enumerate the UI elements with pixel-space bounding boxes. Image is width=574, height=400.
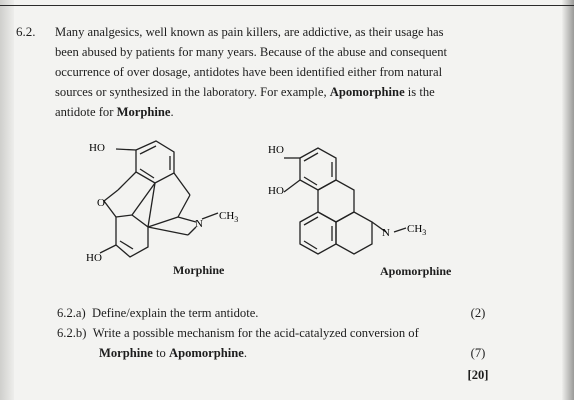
question-paragraph: [55, 22, 450, 122]
apomorphine-term: Apomorphine: [329, 85, 405, 99]
morphine-ho-top-label: HO: [89, 142, 105, 154]
apomorphine-structure: [262, 140, 462, 285]
subquestion-a-marks: (2): [470, 306, 486, 320]
subquestion-a-id: 6.2.a): [57, 306, 86, 320]
subquestion-a-text: Define/explain the term antidote.: [91, 306, 259, 320]
apomorphine-ch3-label: $CH_3$: [407, 223, 427, 237]
intro-line-5: antidote for Morphine.: [55, 105, 174, 119]
subquestion-b-marks: (7): [470, 346, 486, 360]
morphine-n-label: N: [195, 218, 203, 230]
morphine-structure: [78, 135, 238, 290]
morphine-name: Morphine: [173, 263, 225, 277]
top-rule: [0, 5, 574, 6]
intro-line-3: occurrence of over dosage, antidotes have been identified either from natural: [55, 65, 443, 79]
question-number: 6.2.: [16, 24, 36, 39]
subquestion-b: [57, 326, 419, 341]
intro-line-2: been abused by patients for many years. Because of the abuse and consequent: [55, 45, 448, 59]
morphine-ho-bottom-label: HO: [86, 252, 102, 264]
subquestion-a: [57, 306, 258, 321]
page-left-shadow: [0, 0, 14, 400]
total-marks: [20]: [467, 368, 489, 382]
apomorphine-n-label: N: [382, 227, 390, 239]
intro-line-1: Many analgesics, well known as pain killers, are addictive, as their usage has: [55, 25, 444, 39]
page-right-shadow: [562, 0, 574, 400]
subquestion-b-line2: Morphine to Apomorphine.: [99, 346, 247, 360]
intro-line-4: sources or synthesized in the laboratory. For example, Apomorphine is the: [55, 85, 435, 99]
subquestion-b-text: Write a possible mechanism for the acid-catalyzed conversion of: [92, 326, 419, 340]
apomorphine-ho-top-label: HO: [268, 144, 284, 156]
apomorphine-ho-mid-label: HO: [268, 185, 284, 197]
morphine-o-label: O: [97, 197, 105, 209]
morphine-ch3-label: $CH_3$: [219, 210, 239, 224]
morphine-term: Morphine: [116, 105, 171, 119]
apomorphine-name: Apomorphine: [380, 264, 452, 278]
subquestion-b-id: 6.2.b): [57, 326, 87, 340]
